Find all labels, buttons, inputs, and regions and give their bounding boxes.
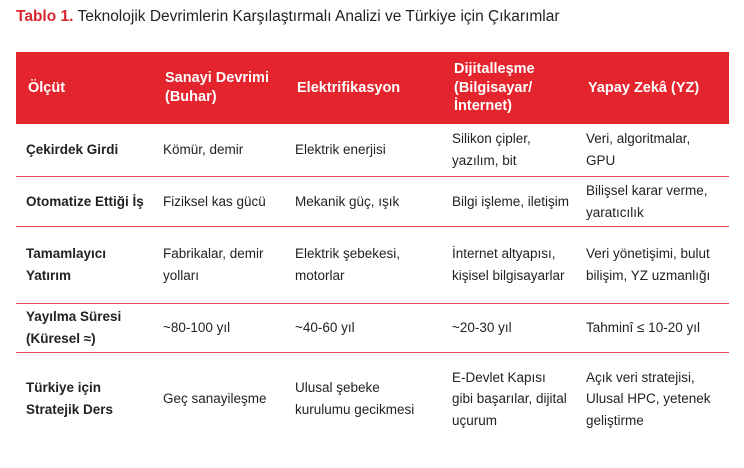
table-cell: İnternet altyapısı, kişisel bilgisayarlar xyxy=(442,227,576,304)
row-criterion: Yayılma Süresi (Küresel ≈) xyxy=(16,304,153,353)
table-cell: Elektrik şebekesi, motorlar xyxy=(285,227,442,304)
table-row xyxy=(16,304,729,353)
table-cell: Bilgi işleme, iletişim xyxy=(442,177,576,227)
table-cell: Fiziksel kas gücü xyxy=(153,177,285,227)
row-criterion: Otomatize Ettiği İş xyxy=(16,177,153,227)
table-cell: Veri yönetişimi, bulut bilişim, YZ uzmanlığı xyxy=(576,227,729,304)
table-cell: Bilişsel karar verme, yaratıcılık xyxy=(576,177,729,227)
table-caption-label: Tablo 1. xyxy=(16,8,74,25)
table-cell: ~80-100 yıl xyxy=(153,304,285,353)
table-cell: Geç sanayileşme xyxy=(163,391,267,407)
table-cell: Fabrikalar, demir yolları xyxy=(153,227,285,304)
table-cell: Açık veri stratejisi, Ulusal HPC, yetenek geliştirme xyxy=(586,369,711,428)
row-criterion: Tamamlayıcı Yatırım xyxy=(16,227,153,304)
table-caption-text: Teknolojik Devrimlerin Karşılaştırmalı Analizi ve Türkiye için Çıkarımlar xyxy=(73,8,560,25)
table-cell: E-Devlet Kapısı gibi başarılar, dijital uçurum xyxy=(452,369,567,428)
table-cell: ~20-30 yıl xyxy=(442,304,576,353)
row-criterion: Türkiye için Stratejik Ders xyxy=(26,380,114,417)
table-header-row xyxy=(16,52,729,124)
header-criterion: Ölçüt xyxy=(28,79,66,96)
table-cell: Elektrik enerjisi xyxy=(285,124,442,177)
table-row xyxy=(16,353,729,446)
table-cell: ~40-60 yıl xyxy=(285,304,442,353)
table-cell: Silikon çipler, yazılım, bit xyxy=(442,124,576,177)
table-row xyxy=(16,227,729,304)
header-artificial-intelligence: Yapay Zekâ (YZ) xyxy=(588,79,700,96)
header-electrification: Elektrifikasyon xyxy=(297,79,401,96)
table-cell: Kömür, demir xyxy=(153,124,285,177)
table-cell: Mekanik güç, ışık xyxy=(285,177,442,227)
table-row xyxy=(16,177,729,227)
table-cell: Veri, algoritmalar, GPU xyxy=(576,124,729,177)
header-digitalization: Dijitalleşme (Bilgisayar/ İnternet) xyxy=(454,60,535,115)
comparison-table xyxy=(16,52,729,445)
table-cell: Ulusal şebeke kurulumu gecikmesi xyxy=(295,380,415,417)
table-caption xyxy=(16,8,560,26)
row-criterion: Çekirdek Girdi xyxy=(16,124,153,177)
table-row xyxy=(16,124,729,177)
header-industrial-revolution: Sanayi Devrimi (Buhar) xyxy=(165,70,269,105)
table-cell: Tahminî ≤ 10-20 yıl xyxy=(576,304,729,353)
